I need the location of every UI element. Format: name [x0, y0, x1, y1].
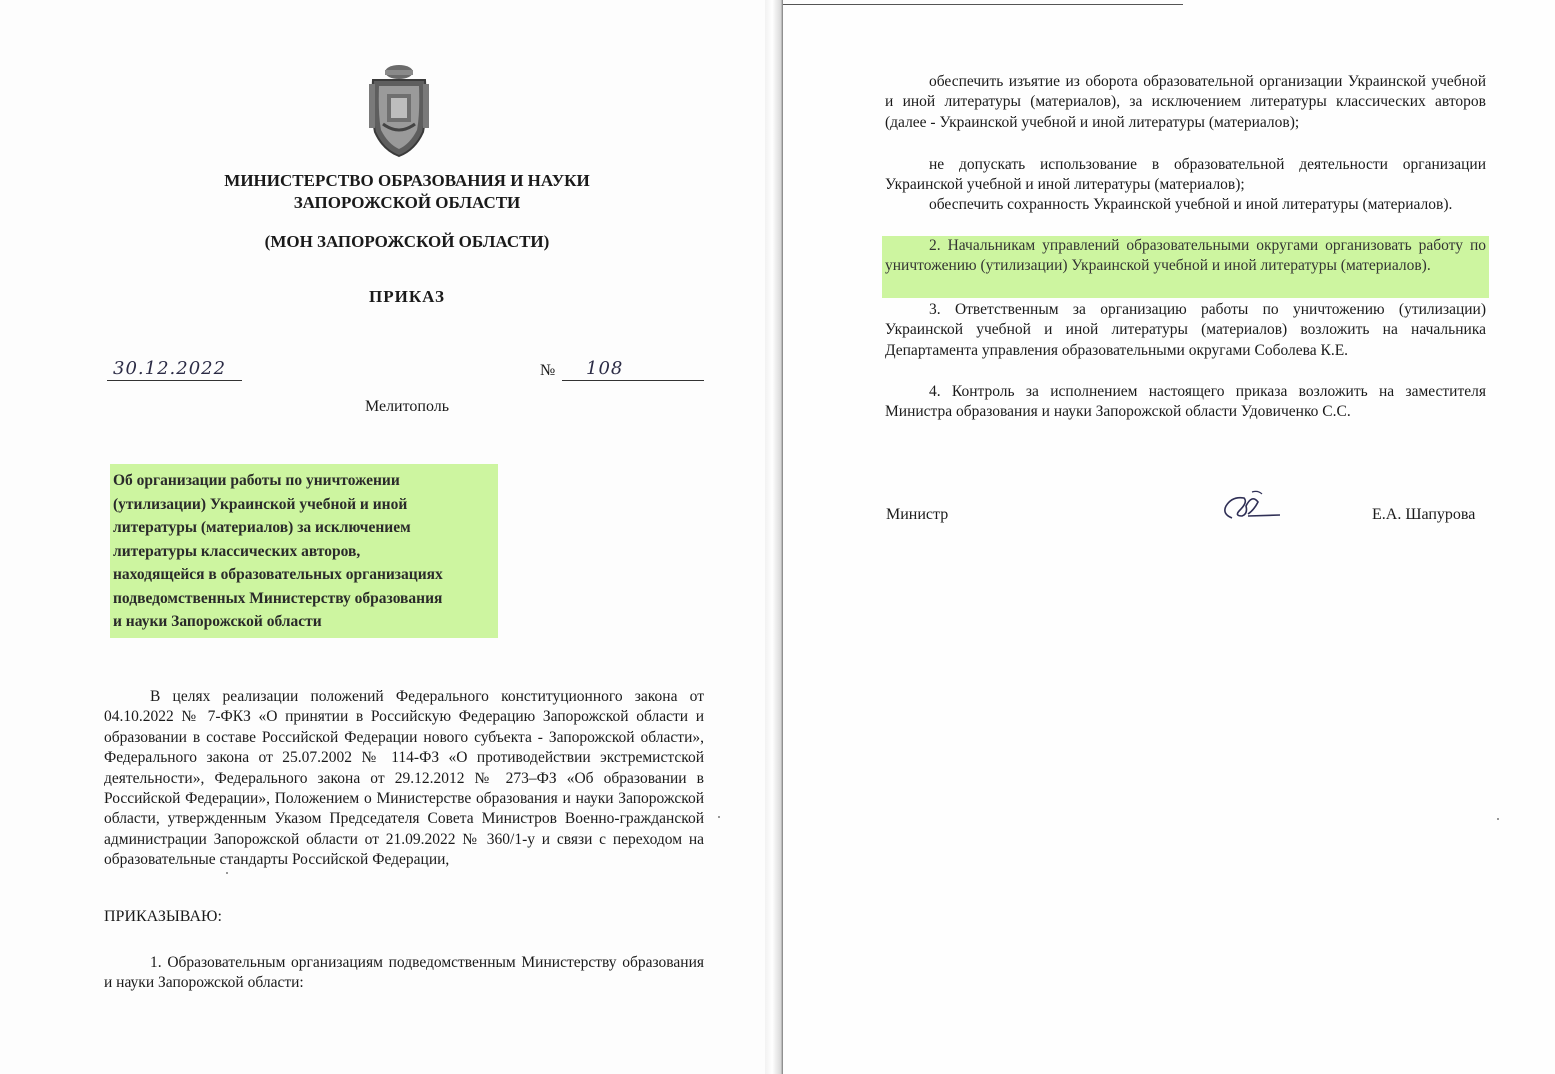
number-sign: № — [540, 362, 556, 379]
subject-line: Об организации работы по уничтожении — [113, 472, 400, 489]
document-type: ПРИКАЗ — [369, 287, 445, 306]
ministry-short-name: (МОН ЗАПОРОЖСКОЙ ОБЛАСТИ) — [264, 232, 550, 251]
order-item-4: 4. Контроль за исполнением настоящего приказа возложить на заместителя Министра образования и науки Запорожской области Удовиченко С.С. — [885, 383, 1486, 421]
order-item-3: 3. Ответственным за организацию работы по уничтожению (утилизации) Украинской учебной и иной литературы (материалов) возложить на начальника Департамента управления образовательными округами Соболева К.Е. — [885, 301, 1486, 359]
city: Мелитополь — [364, 398, 450, 415]
subject-line: (утилизации) Украинской учебной и иной — [113, 495, 408, 513]
page-1 — [0, 0, 765, 1074]
signer-title: Министр — [886, 506, 949, 523]
subitem-preserve: обеспечить сохранность Украинской учебной и иной литературы (материалов). — [929, 196, 1453, 213]
orders-word: ПРИКАЗЫВАЮ: — [104, 908, 222, 925]
subject-line: находящейся в образовательных организациях — [113, 566, 443, 583]
signer-name: Е.А. Шапурова — [1372, 506, 1476, 523]
subject-line: и науки Запорожской области — [113, 613, 322, 630]
subject-line: подведомственных Министерству образования — [113, 589, 443, 607]
page-gutter — [765, 0, 783, 1074]
subject-block — [110, 464, 498, 638]
subitem-withdraw: обеспечить изъятие из оборота образовательной организации Украинской учебной и иной литературы (материалов), за исключением литературы классических авторов (далее - Украинской учебной и иной литературы (материалов); — [885, 73, 1486, 131]
order-item-2: 2. Начальникам управлений образовательными округами организовать работу по уничтожению (утилизации) Украинской учебной и иной литературы (материалов). — [882, 236, 1489, 298]
scan-top-edge — [783, 4, 1183, 5]
number-field — [562, 358, 704, 381]
scan-speck — [718, 816, 720, 818]
handwritten-signature-icon — [1218, 488, 1282, 528]
scan-speck — [1497, 818, 1499, 820]
number-value: 108 — [586, 358, 624, 379]
date-value: 30.12.2022 — [113, 358, 227, 379]
ministry-title-line1: МИНИСТЕРСТВО ОБРАЗОВАНИЯ И НАУКИ — [224, 171, 590, 190]
subject-line: литературы классических авторов, — [113, 542, 361, 560]
order-item-1: 1. Образовательным организациям подведомственным Министерству образования и науки Запорожской области: — [104, 954, 704, 992]
coat-of-arms-icon — [363, 62, 435, 158]
subject-line: литературы (материалов) за исключением — [113, 519, 411, 536]
preamble-paragraph: В целях реализации положений Федерального конституционного закона от 04.10.2022 № 7-ФКЗ «О принятии в Российскую Федерацию Запорожской области и образовании в составе Российской Федерации нового субъекта - Запорожской области», Федерального закона от 25.07.2002 № 114-ФЗ «О противодействии экстремистской деятельности», Федерального закона от 29.12.2012 № 273–ФЗ «Об образовании в Российской Федерации», Положением о Министерстве образования и науки Запорожской области, утвержденным Указом Председателя Совета Министров Военно-гражданской администрации Запорожской области от 21.09.2022 № 360/1-у и связи с переходом на образовательные стандарты Российской Федерации, — [104, 688, 704, 869]
subitem-prohibit: не допускать использование в образовательной деятельности организации Украинской учебной и иной литературы (материалов); — [885, 156, 1486, 194]
ministry-title-line2: ЗАПОРОЖСКОЙ ОБЛАСТИ — [293, 193, 521, 212]
scan-speck — [226, 872, 228, 874]
ministry-title — [110, 170, 704, 214]
date-field — [107, 358, 242, 381]
